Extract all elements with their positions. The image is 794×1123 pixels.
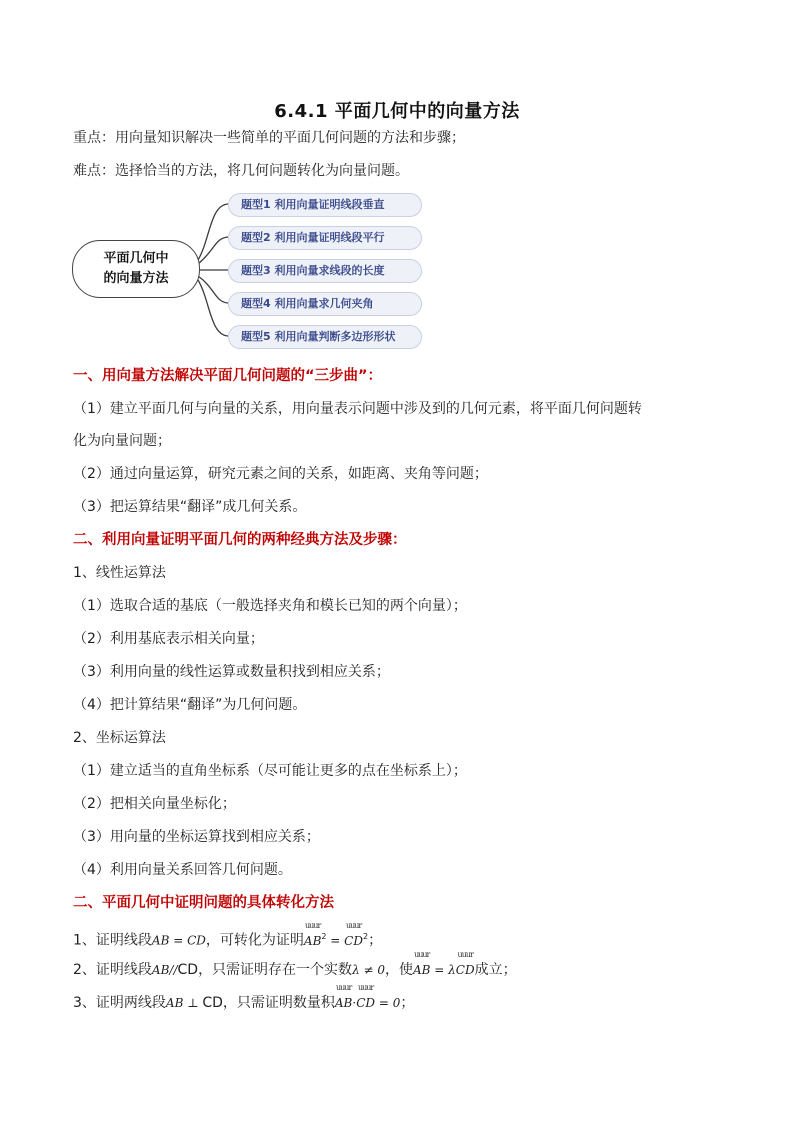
rule-1-vector-cd: uuur CD [344, 920, 363, 948]
mindmap-item-4: 题型4 利用向量求几何夹角 [228, 292, 422, 316]
section3-heading: 二、平面几何中证明问题的具体转化方法 [73, 895, 334, 911]
rule-1-square-1: 2 [321, 932, 327, 941]
section1-step2: （2）通过向量运算，研究元素之间的关系，如距离、夹角等问题； [73, 466, 488, 482]
mindmap-item-2: 题型2 利用向量证明线段平行 [228, 226, 422, 250]
rule-2-mid2: ，使 [385, 962, 413, 978]
rule-3-vector-ab: uuur AB [334, 983, 353, 1010]
rule-3 [73, 983, 415, 1013]
rule-2-end: 成立； [474, 962, 517, 978]
rule-2-vector-cd: uuur CD [455, 950, 475, 977]
rule-3-dot: · [352, 996, 357, 1010]
rule-1-mid: ，可转化为证明 [205, 932, 304, 949]
rule-2-mid: ，只需证明存在一个实数 [198, 962, 353, 978]
rule-1-square-2: 2 [362, 932, 369, 941]
section1-step1a: （1）建立平面几何与向量的关系，用向量表示问题中涉及到的几何元素，将平面几何问题转 [73, 401, 642, 417]
rule-3-math: AB ⊥ [165, 996, 203, 1010]
rule-3-end: ； [400, 995, 415, 1011]
rule-1-end: ； [368, 932, 383, 949]
method2-item-2: （2）把相关向量坐标化； [73, 796, 236, 812]
rule-1-vector-ab: uuur AB [303, 920, 322, 948]
method2-item-1: （1）建立适当的直角坐标系（尽可能让更多的点在坐标系上）； [73, 763, 467, 779]
mindmap-center-node [72, 240, 200, 298]
method1-item-1: （1）选取合适的基底（一般选择夹角和模长已知的两个向量）； [73, 598, 467, 614]
method2-item-3: （3）用向量的坐标运算找到相应关系； [73, 829, 320, 845]
mindmap-item-3: 题型3 利用向量求线段的长度 [228, 259, 422, 283]
section1-heading: 一、用向量方法解决平面几何问题的“三步曲”： [73, 368, 383, 384]
rule-2-vector-ab: uuur AB [413, 950, 431, 977]
rule-3-cd: CD [202, 995, 223, 1011]
rule-1-prefix: 1、证明线段 [73, 932, 152, 949]
mindmap-item-5: 题型5 利用向量判断多边形形状 [228, 325, 422, 349]
mindmap-center-line2: 的向量方法 [103, 271, 169, 286]
method1-item-2: （2）利用基底表示相关向量； [73, 631, 264, 647]
method2-item-4: （4）利用向量关系回答几何问题。 [73, 862, 292, 878]
rule-1-math: AB = CD [151, 933, 206, 948]
key-point: 重点：用向量知识解决一些简单的平面几何问题的方法和步骤； [73, 130, 465, 146]
method1-item-3: （3）利用向量的线性运算或数量积找到相应关系； [73, 664, 390, 680]
section2-heading: 二、利用向量证明平面几何的两种经典方法及步骤： [73, 532, 407, 548]
rule-2-eq: = λ [430, 963, 456, 977]
rule-1-eq: = [326, 933, 345, 948]
page-title: 6.4.1 平面几何中的向量方法 [274, 101, 520, 122]
mindmap-item-1: 题型1 利用向量证明线段垂直 [228, 193, 422, 217]
difficulty-point: 难点：选择恰当的方法，将几何问题转化为向量问题。 [73, 163, 409, 179]
mindmap [70, 190, 430, 352]
rule-1 [73, 920, 383, 951]
mindmap-center-line1: 平面几何中 [103, 251, 169, 266]
method1-title: 1、线性运算法 [73, 565, 166, 581]
rule-2-lambda: λ ≠ 0 [352, 963, 385, 977]
method1-item-4: （4）把计算结果“翻译”为几何问题。 [73, 697, 307, 713]
rule-3-prefix: 3、证明两线段 [73, 995, 166, 1011]
section1-step3: （3）把运算结果“翻译”成几何关系。 [73, 499, 307, 515]
rule-3-vector-cd: uuur CD [356, 983, 376, 1010]
rule-2-prefix: 2、证明线段 [73, 962, 152, 978]
rule-3-mid: ，只需证明数量积 [222, 995, 335, 1011]
section1-step1b: 化为向量问题； [73, 433, 171, 449]
rule-2-math: AB// [151, 963, 178, 977]
method2-title: 2、坐标运算法 [73, 730, 166, 746]
rule-2-cd: CD [177, 962, 199, 978]
rule-2 [73, 950, 517, 980]
rule-3-eq: = 0 [375, 996, 401, 1010]
